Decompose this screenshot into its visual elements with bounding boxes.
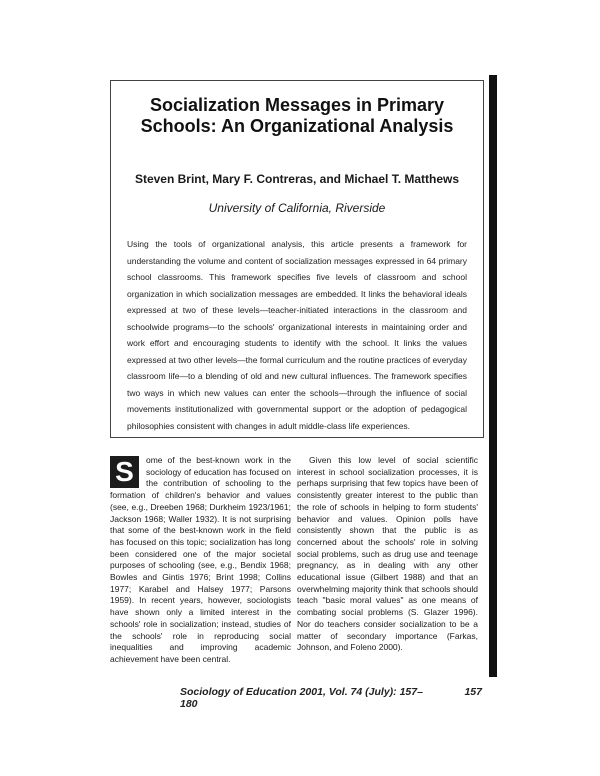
- left-column-text: ome of the best-known work in the sociology of education has focused on the contribution of schooling to the formation of children's behavior and values (see, e.g., Dreeben 1968; Durkheim 1923/1961; Jackson 1968; Waller 1932). It is not surprising that some of the best-known work in the field has focused on this topic; socialization has long been considered one of the major societal purposes of schooling (see, e.g., Bendix 1968; Bowles and Gintis 1976; Brint 1998; Collins 1977; Karabel and Halsey 1977; Parsons 1959). In recent years, however, sociologists have shown only a limited interest in the schools' role in socialization; instead, studies of the schools' role in reproducing social inequalities and improving academic achievement have been central.: [110, 455, 291, 664]
- abstract-text: Using the tools of organizational analysis, this article presents a framework for understanding the volume and content of socialization messages expressed in 64 primary school classrooms. This framework specifies five levels of classroom and school organization in which socialization messages are embedded. It links the behavioral ideals expressed at two of these levels—teacher-initiated interactions in the classroom and schoolwide programs—to the schools' organizational interests in maintaining order and work effort and encouraging students to identify with the school. It links the values expressed at two other levels—the formal curriculum and the routine practices of everyday classroom life—to a blending of old and new cultural influences. The framework specifies two ways in which new values can enter the schools—through the influence of social movements institutionalized with governmental support or the adoption of pedagogical philosophies consistent with changes in adult middle-class life experiences.: [127, 239, 467, 431]
- margin-rule: [489, 75, 497, 677]
- body-column-right: Given this low level of social scientific interest in school socialization processes, it is perhaps surprising that few topics have been of consistently greater interest to the public than the role of schools in helping to form students' behavior and values. Opinion polls have consistently shown that the public is as concerned about the schools' role in solving social problems, such as drug use and teenage pregnancy, as in dealing with any other educational issue (Gilbert 1988) and that an overwhelming majority think that schools should teach "basic moral values" as one means of combating social problems (S. Glazer 1996). Nor do teachers consider socialization to be a matter of secondary importance (Farkas, Johnson, and Foleno 2000).: [297, 455, 478, 653]
- page-number: 157: [464, 686, 482, 698]
- article-title: Socialization Messages in Primary Schools: An Organizational Analysis: [140, 95, 454, 136]
- author-list: Steven Brint, Mary F. Contreras, and Michael T. Matthews: [134, 172, 460, 186]
- drop-cap: S: [110, 456, 139, 488]
- author-affiliation: University of California, Riverside: [208, 201, 386, 215]
- journal-citation: Sociology of Education 2001, Vol. 74 (July): 157–180: [180, 686, 423, 710]
- body-column-left: [110, 455, 291, 666]
